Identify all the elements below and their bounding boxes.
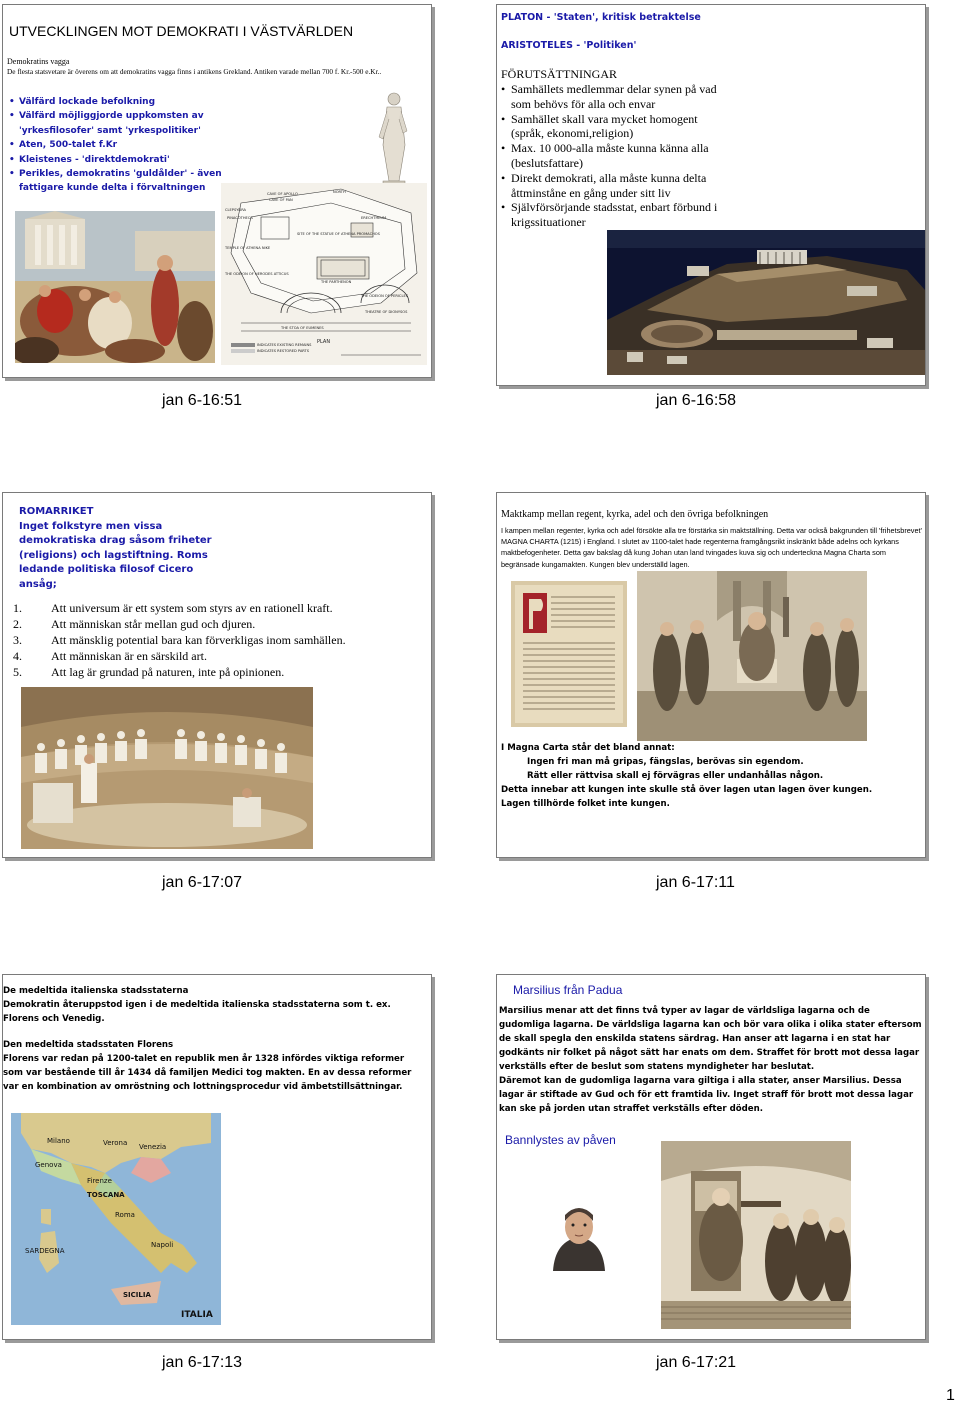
perikles-painting-image [15,211,215,363]
slide-1-intro: De flesta statsvetare är överens om att demokratins vagga finns i antikens Grekland. Antiken varade mellan 700 f. Kr.-500 e.Kr.. [7,67,382,76]
slide-4-body: I kampen mellan regenter, kyrka och adel försökte alla tre förstärka sin maktställning. Detta var också bakgrunden till 'frihetsbrevet' MAGNA CHARTA (1215) i England. I slutet av 1100-talet hade regenterna framgångsrikt inskränkt både adelns och kyrkans maktbefogenheter. Detta gav bakslag då kung Johan utan land tvingades kuva sig och underteckna Magna Charta som begränsade kungamakten. Kungen blev underställd lagen. [501,526,922,569]
magna-carta-quotes [501,741,921,811]
map-label: Verona [103,1139,128,1147]
map-label: SICILIA [123,1291,151,1299]
slide-6-subtitle: Bannlystes av påven [505,1133,616,1147]
map-label: THE PARTHENON [321,280,352,284]
slide-4 [496,492,926,858]
bullet-item: • Välfärd möjliggjorde uppkomsten av 'yrkesfilosofer' samt 'yrkespolitiker' [9,109,234,138]
slide-3 [2,492,432,858]
map-label: INDICATES RESTORED PARTS [257,349,310,353]
list-text: Att universum är ett system som styrs av en rationell kraft. [51,601,333,615]
slide-2-bullets [501,82,731,230]
bullet-item: • Välfärd lockade befolkning [9,95,234,109]
magna-intro: I Magna Carta står det bland annat: [501,743,675,753]
slide-2-heading: FÖRUTSÄTTNINGAR [501,67,618,81]
marsilius-portrait-image [547,1201,611,1271]
cicero-list [13,600,423,680]
slide-5-paragraph-1: Demokratin återuppstod igen i de medeltida italienska stadsstaterna som t. ex. Florens och Venedig. [3,1000,391,1024]
slide-5-heading-1: De medeltida italienska stadsstaterna [3,986,189,996]
list-text: Att människan är en särskild art. [51,649,207,663]
slide-2-timestamp: jan 6-16:58 [656,392,737,409]
map-label: THE ODEION OF HERODES ATTICUS [225,272,289,276]
king-john-signing-image [637,571,867,741]
map-label: Genova [35,1161,62,1169]
list-number: 3. [13,633,22,647]
acropolis-model-image [607,230,925,375]
bullet-item: • Aten, 500-talet f.Kr [9,138,234,152]
slide-4-timestamp: jan 6-17:11 [656,874,735,891]
map-label: Firenze [87,1177,112,1185]
map-label: Milano [47,1137,70,1145]
map-label: TEMPLE OF ATHENA NIKE [225,246,271,250]
map-label: ITALIA [181,1310,213,1320]
list-item [13,600,423,616]
slide-6-body [499,1004,923,1116]
magna-paragraph-1: Detta innebar att kungen inte skulle stå över lagen utan lagen över kungen. [501,785,873,795]
magna-quote-2: Rätt eller rättvisa skall ej förvägras eller undanhållas någon. [527,771,824,781]
map-label: CAVE OF PAN [269,198,293,202]
map-label: PINACOTHECA [227,216,253,220]
slide-6-paragraph-1: Marsilius menar att det finns två typer av lagar de världsliga lagarna och de gudomliga lagarna. De världsliga lagarna kan och bör vara olika i olika stater eftersom de skall spegla den enskilda statens särdrag. Han anser att lagarna i en stat har godkänts nir folket på något sätt har enats om dem. Straffet för brott mot dessa lagar verkställs efter de beslut som statens myndigheter har beslutat. [499,1006,922,1072]
map-label: THE ODEION OF PERICLES [361,294,408,298]
list-item [13,616,423,632]
map-label: THE STOA OF EUMENES [281,326,324,330]
map-label: Venezia [139,1143,167,1151]
bullet-item: • Självförsörjande stadsstat, enbart förbund i krigssituationer [501,200,731,230]
map-label: PLAN [317,339,331,345]
list-number: 2. [13,617,22,631]
slide-4-title: Maktkamp mellan regent, kyrka, adel och den övriga befolkningen [501,509,769,520]
list-item [13,648,423,664]
list-text: Att lag är grundad på naturen, inte på opinionen. [51,665,285,679]
italy-map [11,1113,221,1325]
map-label: NORTH [333,190,346,194]
slide-6-paragraph-2: Däremot kan de gudomliga lagarna vara giltiga i alla stater, anser Marsilius. Dessa lagar är stiftade av Gud och för ett framtida liv. Inget straff för brott mot dessa lagar kan ske på jorden utan straffet verkställs efter döden. [499,1076,914,1114]
slide-1-bullets [9,95,234,196]
map-label: SARDEGNA [25,1247,65,1255]
slide-6-title: Marsilius från Padua [513,983,623,997]
roman-senate-painting-image [21,687,313,849]
bullet-item: • Perikles, demokratins 'guldålder' - även fattigare kunde delta i förvaltningen [9,167,234,196]
list-text: Att mänsklig potential bara kan förverkligas inom samhällen. [51,633,346,647]
bullet-item: • Max. 10 000-alla måste kunna känna alla (beslutsfattare) [501,141,731,171]
slide-1-timestamp: jan 6-16:51 [162,392,243,409]
slide-5-timestamp: jan 6-17:13 [162,1354,243,1371]
bullet-item: • Direkt demokrati, alla måste kunna delta åttminståne en gång under sitt liv [501,171,731,201]
slide-3-timestamp: jan 6-17:07 [162,874,243,891]
map-label: TOSCANA [87,1191,125,1199]
map-label: CAVE OF APOLLO [267,192,298,196]
slide-2-platon: PLATON - 'Staten', kritisk betraktelse [501,12,701,23]
slide-2 [496,4,926,386]
page-number: 1 [946,1387,955,1404]
bullet-item: • Samhällets medlemmar delar synen på vad som behövs för alla och envar [501,82,731,112]
bullet-item: • Kleistenes - 'direktdemokrati' [9,153,234,167]
slide-1-subtitle: Demokratins vagga [7,57,70,66]
statue-image [375,85,413,191]
slide-3-heading: ROMARRIKET [19,506,94,517]
magna-quote-1: Ingen fri man må gripas, fängslas, berövas sin egendom. [527,757,804,767]
list-text: Att människan står mellan gud och djuren. [51,617,256,631]
slide-2-aristoteles: ARISTOTELES - 'Politiken' [501,40,637,51]
map-label: THEATRE OF DIONYSOS [365,310,408,314]
acropolis-plan-map [221,183,427,365]
slide-1 [2,4,432,378]
list-number: 4. [13,649,22,663]
map-label: ERECHTHEUM [361,216,387,220]
map-label: Roma [115,1211,135,1219]
slide-5 [2,974,432,1340]
map-label: SITE OF THE STATUE OF ATHENA PROMACHOS [297,232,380,236]
magna-carta-manuscript-image [511,581,627,727]
marsilius-engraving-image [661,1141,851,1329]
list-number: 1. [13,601,22,615]
slide-6-timestamp: jan 6-17:21 [656,1354,737,1371]
magna-paragraph-2: Lagen tillhörde folket inte kungen. [501,799,670,809]
list-number: 5. [13,665,22,679]
slide-5-paragraph-2: Florens var redan på 1200-talet en republik men år 1328 infördes viktiga reformer som var bestående till år 1434 då familjen Medici tog makten. En av dessa reformer var en kombination av omröstning och lottningsprocedur vid ämbetstillsättningar. [3,1054,412,1092]
slide-6 [496,974,926,1340]
map-label: INDICATES EXISTING REMAINS [257,343,312,347]
list-item [13,664,423,680]
slide-3-body: Inget folkstyre men vissa demokratiska drag såsom friheter (religions) och lagstiftning. Roms ledande politiska filosof Cicero ansåg; [19,521,212,590]
map-label: CLEPSYDRA [225,208,247,212]
slide-1-title: UTVECKLINGEN MOT DEMOKRATI I VÄSTVÄRLDEN [9,23,354,39]
list-item [13,632,423,648]
slide-5-text [3,984,427,1094]
map-label: Napoli [151,1241,174,1249]
bullet-item: • Samhället skall vara mycket homogent (språk, ekonomi,religion) [501,112,731,142]
slide-5-heading-2: Den medeltida stadsstaten Florens [3,1040,174,1050]
